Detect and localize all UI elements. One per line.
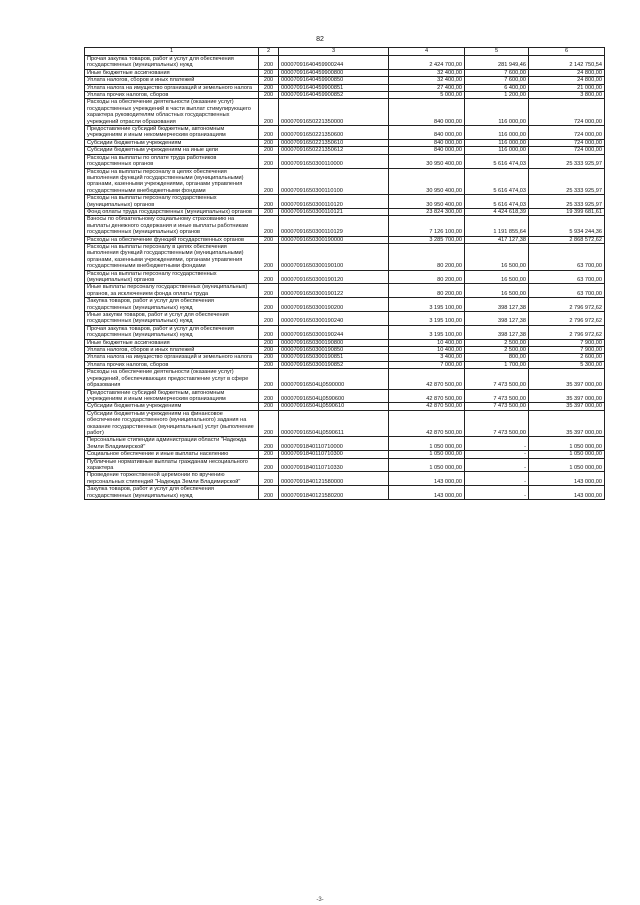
row-approved-amount: 42 870 500,00 <box>389 369 465 389</box>
row-approved-amount: 2 424 700,00 <box>389 56 465 70</box>
row-executed-amount: 16 500,00 <box>465 243 529 270</box>
table-row <box>85 410 605 437</box>
row-approved-amount: 80 200,00 <box>389 243 465 270</box>
row-approved-amount: 30 950 400,00 <box>389 195 465 209</box>
row-approved-amount: 1 050 000,00 <box>389 458 465 472</box>
row-budget-code: 00007091640459900851 <box>279 84 389 91</box>
row-executed-amount: 7 473 500,00 <box>465 389 529 403</box>
row-remaining-amount: 35 397 000,00 <box>529 389 605 403</box>
row-name: Публичные нормативные выплаты гражданам несоциального характера <box>85 458 259 472</box>
row-remaining-amount: 5 934 244,36 <box>529 216 605 236</box>
row-remaining-amount: 5 300,00 <box>529 361 605 368</box>
table-row <box>85 369 605 389</box>
row-remaining-amount: 63 700,00 <box>529 270 605 284</box>
row-code: 200 <box>259 325 279 339</box>
row-name: Уплата налогов, сборов и иных платежей <box>85 347 259 354</box>
row-code: 200 <box>259 403 279 410</box>
row-name: Социальное обеспечение и иные выплаты населению <box>85 451 259 458</box>
row-remaining-amount: 2 868 572,62 <box>529 236 605 243</box>
row-approved-amount: 30 950 400,00 <box>389 168 465 195</box>
row-approved-amount: 840 000,00 <box>389 99 465 126</box>
row-remaining-amount: 724 000,00 <box>529 147 605 154</box>
row-budget-code: 00007091650300190200 <box>279 298 389 312</box>
row-name: Расходы на выплаты персоналу в целях обеспечения выполнения функций государственными (муниципальными) органами, казенными учреждениями, органами управления государственными внебюджетными фондами <box>85 243 259 270</box>
row-executed-amount: 2 500,00 <box>465 339 529 346</box>
row-budget-code: 00007091650300110120 <box>279 195 389 209</box>
row-executed-amount: 4 424 618,39 <box>465 208 529 215</box>
row-budget-code: 00007091650300190100 <box>279 243 389 270</box>
table-row <box>85 389 605 403</box>
row-name: Уплата налога на имущество организаций и земельного налога <box>85 84 259 91</box>
row-code: 200 <box>259 298 279 312</box>
row-executed-amount: 116 000,00 <box>465 126 529 140</box>
row-name: Прочая закупка товаров, работ и услуг для обеспечения государственных (муниципальных) нужд <box>85 325 259 339</box>
row-budget-code: 000070916504Ц0590000 <box>279 369 389 389</box>
row-remaining-amount: 19 399 681,61 <box>529 208 605 215</box>
row-approved-amount: 143 000,00 <box>389 486 465 500</box>
row-executed-amount: 5 616 474,03 <box>465 168 529 195</box>
budget-execution-table <box>84 47 605 500</box>
table-row <box>85 451 605 458</box>
row-executed-amount: 800,00 <box>465 354 529 361</box>
table-row <box>85 195 605 209</box>
row-code: 200 <box>259 126 279 140</box>
row-name: Расходы на выплаты персоналу в целях обеспечения выполнения функций государственными (муниципальными) органами, казенными учреждениями, органами управления государственными внебюджетными фондами <box>85 168 259 195</box>
row-executed-amount: - <box>465 451 529 458</box>
row-approved-amount: 32 400,00 <box>389 69 465 76</box>
table-row <box>85 284 605 298</box>
table-row <box>85 347 605 354</box>
row-budget-code: 00007091650221350612 <box>279 147 389 154</box>
row-code: 200 <box>259 139 279 146</box>
row-executed-amount: 16 500,00 <box>465 270 529 284</box>
row-name: Закупка товаров, работ и услуг для обеспечения государственных (муниципальных) нужд <box>85 298 259 312</box>
row-budget-code: 00007091840121580200 <box>279 486 389 500</box>
table-row <box>85 208 605 215</box>
row-remaining-amount: 7 900,00 <box>529 339 605 346</box>
row-remaining-amount: 1 050 000,00 <box>529 451 605 458</box>
row-remaining-amount: 143 000,00 <box>529 486 605 500</box>
row-executed-amount: 116 000,00 <box>465 147 529 154</box>
table-row <box>85 403 605 410</box>
table-row <box>85 92 605 99</box>
row-name: Субсидии бюджетным учреждениям на финансовое обеспечение государственного (муниципального) задания на оказание государственных (муниципальных) услуг (выполнение работ) <box>85 410 259 437</box>
row-executed-amount: 6 400,00 <box>465 84 529 91</box>
row-remaining-amount: 2 796 972,62 <box>529 312 605 326</box>
row-remaining-amount: 3 800,00 <box>529 92 605 99</box>
row-approved-amount: 840 000,00 <box>389 126 465 140</box>
row-code: 200 <box>259 270 279 284</box>
row-remaining-amount: 35 397 000,00 <box>529 410 605 437</box>
row-approved-amount: 42 870 500,00 <box>389 389 465 403</box>
row-code: 200 <box>259 458 279 472</box>
row-code: 200 <box>259 451 279 458</box>
row-name: Взносы по обязательному социальному страхованию на выплаты денежного содержания и иные выплаты работникам государственных (муниципальных) органов <box>85 216 259 236</box>
row-name: Расходы на обеспечение функций государственных органов <box>85 236 259 243</box>
table-row <box>85 312 605 326</box>
row-budget-code: 00007091650300190240 <box>279 312 389 326</box>
row-executed-amount: 116 000,00 <box>465 139 529 146</box>
row-budget-code: 00007091650300190120 <box>279 270 389 284</box>
row-remaining-amount: 724 000,00 <box>529 126 605 140</box>
row-remaining-amount: 25 333 925,97 <box>529 154 605 168</box>
row-remaining-amount: 35 397 000,00 <box>529 369 605 389</box>
row-executed-amount: - <box>465 472 529 486</box>
row-executed-amount: 398 127,38 <box>465 325 529 339</box>
table-row <box>85 325 605 339</box>
row-executed-amount: 5 616 474,03 <box>465 154 529 168</box>
row-approved-amount: 7 126 100,00 <box>389 216 465 236</box>
table-row <box>85 69 605 76</box>
row-code: 200 <box>259 243 279 270</box>
row-name: Иные закупки товаров, работ и услуг для обеспечения государственных (муниципальных) нужд <box>85 312 259 326</box>
table-row <box>85 77 605 84</box>
header-col-1: 1 <box>85 48 259 56</box>
row-approved-amount: 42 870 500,00 <box>389 403 465 410</box>
row-name: Уплата налога на имущество организаций и земельного налога <box>85 354 259 361</box>
row-code: 200 <box>259 99 279 126</box>
row-approved-amount: 42 870 500,00 <box>389 410 465 437</box>
row-remaining-amount: 2 600,00 <box>529 354 605 361</box>
table-row <box>85 56 605 70</box>
row-name: Иные бюджетные ассигнования <box>85 339 259 346</box>
table-row <box>85 437 605 451</box>
row-code: 200 <box>259 195 279 209</box>
row-name: Расходы на выплаты по оплате труда работников государственных органов <box>85 154 259 168</box>
row-code: 200 <box>259 216 279 236</box>
row-approved-amount: 80 200,00 <box>389 270 465 284</box>
row-approved-amount: 10 400,00 <box>389 347 465 354</box>
table-row <box>85 243 605 270</box>
row-budget-code: 000070916504Ц0590600 <box>279 389 389 403</box>
row-name: Закупка товаров, работ и услуг для обеспечения государственных (муниципальных) нужд <box>85 486 259 500</box>
row-approved-amount: 840 000,00 <box>389 147 465 154</box>
row-budget-code: 00007091840110710300 <box>279 451 389 458</box>
row-approved-amount: 1 050 000,00 <box>389 451 465 458</box>
row-executed-amount: 398 127,38 <box>465 298 529 312</box>
row-remaining-amount: 143 000,00 <box>529 472 605 486</box>
row-budget-code: 00007091650300190122 <box>279 284 389 298</box>
row-budget-code: 00007091640459900850 <box>279 77 389 84</box>
row-code: 200 <box>259 56 279 70</box>
row-name: Субсидии бюджетным учреждениям <box>85 403 259 410</box>
row-code: 200 <box>259 77 279 84</box>
row-name: Уплата налогов, сборов и иных платежей <box>85 77 259 84</box>
row-name: Прочая закупка товаров, работ и услуг для обеспечения государственных (муниципальных) нужд <box>85 56 259 70</box>
table-row <box>85 99 605 126</box>
table-row <box>85 486 605 500</box>
row-budget-code: 00007091650300110121 <box>279 208 389 215</box>
row-approved-amount: 80 200,00 <box>389 284 465 298</box>
table-row <box>85 154 605 168</box>
row-budget-code: 00007091650221350000 <box>279 99 389 126</box>
row-code: 200 <box>259 168 279 195</box>
row-remaining-amount: 21 000,00 <box>529 84 605 91</box>
row-code: 200 <box>259 84 279 91</box>
row-executed-amount: 7 473 500,00 <box>465 403 529 410</box>
row-remaining-amount: 35 397 000,00 <box>529 403 605 410</box>
table-row <box>85 168 605 195</box>
header-col-6: 6 <box>529 48 605 56</box>
row-executed-amount: - <box>465 486 529 500</box>
row-code: 200 <box>259 437 279 451</box>
row-budget-code: 000070916504Ц0590610 <box>279 403 389 410</box>
row-executed-amount: 417 127,38 <box>465 236 529 243</box>
row-budget-code: 00007091650300190850 <box>279 347 389 354</box>
row-budget-code: 00007091650300190851 <box>279 354 389 361</box>
row-executed-amount: 1 200,00 <box>465 92 529 99</box>
row-name: Проведение торжественной церемонии по вручению персональных стипендий "Надежда Земли Владимирской" <box>85 472 259 486</box>
row-budget-code: 00007091840110710330 <box>279 458 389 472</box>
row-approved-amount: 840 000,00 <box>389 139 465 146</box>
row-remaining-amount: 24 800,00 <box>529 69 605 76</box>
row-budget-code: 00007091650300190000 <box>279 236 389 243</box>
row-approved-amount: 30 950 400,00 <box>389 154 465 168</box>
row-approved-amount: 3 195 100,00 <box>389 325 465 339</box>
table-row <box>85 139 605 146</box>
row-name: Расходы на обеспечение деятельности (оказание услуг) государственных учреждений в части выплат стимулирующего характера руководителям областных государственных учреждений отрасли образования <box>85 99 259 126</box>
row-executed-amount: 5 616 474,03 <box>465 195 529 209</box>
row-budget-code: 00007091840121580000 <box>279 472 389 486</box>
row-executed-amount: 7 600,00 <box>465 77 529 84</box>
table-row <box>85 84 605 91</box>
row-code: 200 <box>259 208 279 215</box>
row-code: 200 <box>259 361 279 368</box>
row-executed-amount: 398 127,38 <box>465 312 529 326</box>
table-row <box>85 126 605 140</box>
table-row <box>85 298 605 312</box>
row-remaining-amount: 63 700,00 <box>529 243 605 270</box>
page-number: 82 <box>316 36 324 43</box>
row-code: 200 <box>259 354 279 361</box>
row-remaining-amount: 2 796 972,62 <box>529 298 605 312</box>
table-row <box>85 339 605 346</box>
row-remaining-amount: 2 142 750,54 <box>529 56 605 70</box>
table-row <box>85 458 605 472</box>
row-name: Расходы на выплаты персоналу государственных (муниципальных) органов <box>85 270 259 284</box>
row-approved-amount: 3 285 700,00 <box>389 236 465 243</box>
row-name: Расходы на обеспечение деятельности (оказание услуг) учреждений, обеспечивающих предоставление услуг в сфере образования <box>85 369 259 389</box>
row-approved-amount: 3 195 100,00 <box>389 298 465 312</box>
row-executed-amount: 7 473 500,00 <box>465 369 529 389</box>
row-executed-amount: 116 000,00 <box>465 99 529 126</box>
row-executed-amount: 2 500,00 <box>465 347 529 354</box>
row-budget-code: 00007091650221350610 <box>279 139 389 146</box>
row-name: Субсидии бюджетным учреждениям <box>85 139 259 146</box>
row-budget-code: 00007091640459900852 <box>279 92 389 99</box>
footer-mark: -3- <box>316 897 324 903</box>
table-row <box>85 354 605 361</box>
row-executed-amount: 1 700,00 <box>465 361 529 368</box>
row-code: 200 <box>259 236 279 243</box>
table-row <box>85 236 605 243</box>
row-name: Расходы на выплаты персоналу государственных (муниципальных) органов <box>85 195 259 209</box>
row-budget-code: 00007091640459900800 <box>279 69 389 76</box>
row-budget-code: 000070916504Ц0590611 <box>279 410 389 437</box>
row-remaining-amount: 7 900,00 <box>529 347 605 354</box>
row-name: Уплата прочих налогов, сборов <box>85 92 259 99</box>
table-row <box>85 270 605 284</box>
row-budget-code: 00007091640459900244 <box>279 56 389 70</box>
header-col-4: 4 <box>389 48 465 56</box>
row-name: Уплата прочих налогов, сборов <box>85 361 259 368</box>
row-approved-amount: 143 000,00 <box>389 472 465 486</box>
row-remaining-amount: 1 050 000,00 <box>529 458 605 472</box>
row-budget-code: 00007091650300190244 <box>279 325 389 339</box>
row-budget-code: 00007091650300110129 <box>279 216 389 236</box>
row-name: Субсидии бюджетным учреждениям на иные цели <box>85 147 259 154</box>
row-remaining-amount: 2 796 972,62 <box>529 325 605 339</box>
row-executed-amount: - <box>465 458 529 472</box>
row-remaining-amount: 724 000,00 <box>529 99 605 126</box>
row-code: 200 <box>259 486 279 500</box>
row-code: 200 <box>259 410 279 437</box>
row-code: 200 <box>259 369 279 389</box>
row-code: 200 <box>259 147 279 154</box>
row-name: Фонд оплаты труда государственных (муниципальных) органов <box>85 208 259 215</box>
row-name: Предоставление субсидий бюджетным, автономным учреждениям и иным некоммерческим организациям <box>85 126 259 140</box>
row-code: 200 <box>259 92 279 99</box>
row-name: Иные выплаты персоналу государственных (муниципальных) органов, за исключением фонда оплаты труда <box>85 284 259 298</box>
row-name: Персональные стипендии администрации области "Надежда Земли Владимирской" <box>85 437 259 451</box>
row-executed-amount: - <box>465 437 529 451</box>
row-name: Иные бюджетные ассигнования <box>85 69 259 76</box>
row-executed-amount: 7 473 500,00 <box>465 410 529 437</box>
header-col-3: 3 <box>279 48 389 56</box>
table-row <box>85 472 605 486</box>
row-code: 200 <box>259 284 279 298</box>
row-code: 200 <box>259 472 279 486</box>
row-remaining-amount: 724 000,00 <box>529 139 605 146</box>
row-budget-code: 00007091650300110100 <box>279 168 389 195</box>
row-budget-code: 00007091840110710000 <box>279 437 389 451</box>
row-approved-amount: 1 050 000,00 <box>389 437 465 451</box>
row-remaining-amount: 25 333 925,97 <box>529 195 605 209</box>
row-approved-amount: 3 400,00 <box>389 354 465 361</box>
row-code: 200 <box>259 339 279 346</box>
row-budget-code: 00007091650300190800 <box>279 339 389 346</box>
row-approved-amount: 3 195 100,00 <box>389 312 465 326</box>
table-row <box>85 216 605 236</box>
row-budget-code: 00007091650300190852 <box>279 361 389 368</box>
row-budget-code: 00007091650221350600 <box>279 126 389 140</box>
row-code: 200 <box>259 312 279 326</box>
row-executed-amount: 7 600,00 <box>465 69 529 76</box>
table-row <box>85 147 605 154</box>
row-approved-amount: 32 400,00 <box>389 77 465 84</box>
row-code: 200 <box>259 389 279 403</box>
row-approved-amount: 7 000,00 <box>389 361 465 368</box>
row-executed-amount: 16 500,00 <box>465 284 529 298</box>
row-approved-amount: 5 000,00 <box>389 92 465 99</box>
row-name: Предоставление субсидий бюджетным, автономным учреждениям и иным некоммерческим организациям <box>85 389 259 403</box>
row-code: 200 <box>259 69 279 76</box>
row-remaining-amount: 1 050 000,00 <box>529 437 605 451</box>
row-approved-amount: 23 824 300,00 <box>389 208 465 215</box>
row-approved-amount: 10 400,00 <box>389 339 465 346</box>
row-executed-amount: 1 191 855,64 <box>465 216 529 236</box>
row-executed-amount: 281 949,46 <box>465 56 529 70</box>
row-remaining-amount: 24 800,00 <box>529 77 605 84</box>
header-row <box>85 48 605 56</box>
row-budget-code: 00007091650300110000 <box>279 154 389 168</box>
table-row <box>85 361 605 368</box>
row-code: 200 <box>259 347 279 354</box>
row-remaining-amount: 63 700,00 <box>529 284 605 298</box>
row-remaining-amount: 25 333 925,97 <box>529 168 605 195</box>
header-col-5: 5 <box>465 48 529 56</box>
row-approved-amount: 27 400,00 <box>389 84 465 91</box>
header-col-2: 2 <box>259 48 279 56</box>
row-code: 200 <box>259 154 279 168</box>
